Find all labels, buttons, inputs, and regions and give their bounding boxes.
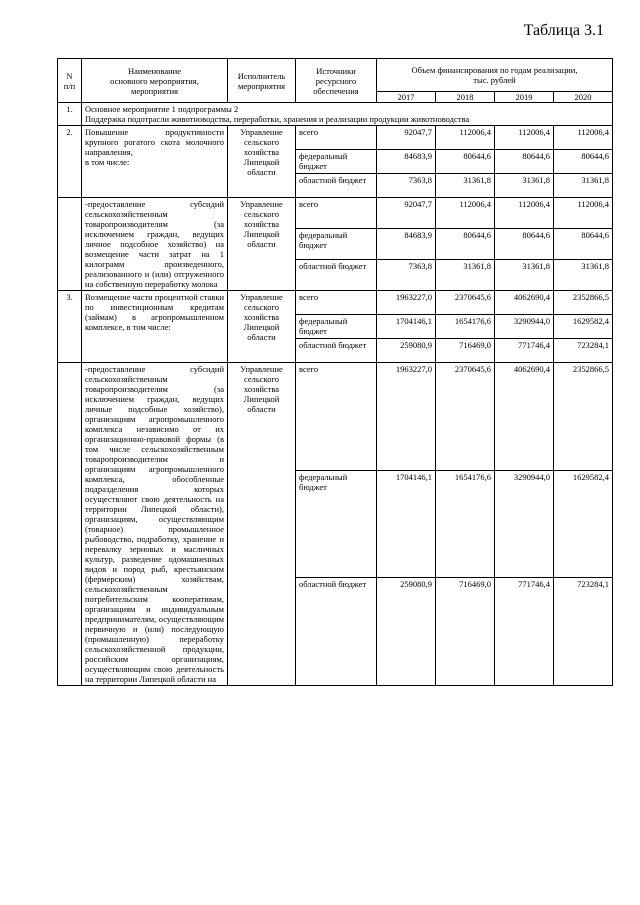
funding-value: 7363,8 <box>377 174 436 198</box>
funding-value: 31361,8 <box>554 260 613 291</box>
funding-value: 716469,0 <box>436 339 495 363</box>
funding-value: 84683,9 <box>377 150 436 174</box>
funding-value: 112006,4 <box>495 198 554 229</box>
header-funding: Объем финансирования по годам реализации, тыс. рублей <box>377 59 613 92</box>
activity-name: Повышение продуктивности крупного рогатого скота молочного направления, в том числе: <box>82 126 228 198</box>
funding-value: 31361,8 <box>495 260 554 291</box>
executor: Управление сельского хозяйства Липецкой области <box>228 126 296 198</box>
funding-value: 2370645,6 <box>436 291 495 315</box>
header-num: N п/п <box>58 59 82 103</box>
funding-value: 1629582,4 <box>554 315 613 339</box>
funding-value: 112006,4 <box>495 126 554 150</box>
funding-table <box>57 58 613 686</box>
funding-value: 2352866,5 <box>554 291 613 315</box>
row-number: 3. <box>58 291 82 363</box>
funding-value: 31361,8 <box>436 260 495 291</box>
funding-value: 92047,7 <box>377 198 436 229</box>
funding-source: всего <box>296 363 377 471</box>
header-year-2017: 2017 <box>377 92 436 103</box>
funding-value: 723284,1 <box>554 578 613 686</box>
funding-value: 31361,8 <box>495 174 554 198</box>
row-number: 1. <box>58 103 82 126</box>
table-row <box>58 363 613 471</box>
funding-value: 4062690,4 <box>495 291 554 315</box>
activity-name: Возмещение части процентной ставки по инвестиционным кредитам (займам) в агропромышленном комплексе, в том числе: <box>82 291 228 363</box>
funding-value: 259080,9 <box>377 578 436 686</box>
funding-value: 1704146,1 <box>377 315 436 339</box>
table-row <box>58 126 613 150</box>
funding-value: 112006,4 <box>436 126 495 150</box>
funding-value: 1963227,0 <box>377 291 436 315</box>
funding-value: 84683,9 <box>377 229 436 260</box>
funding-value: 80644,6 <box>436 229 495 260</box>
activity-name: -предоставление субсидий сельскохозяйственным товаропроизводителям (за исключением граждан, ведущих личное подсобное хозяйство) на возмещение части затрат на 1 килограмм произведенного, реализованного и (или) отгруженного на собственную переработку молока <box>82 198 228 291</box>
funding-source: федеральный бюджет <box>296 470 377 578</box>
funding-source: федеральный бюджет <box>296 150 377 174</box>
header-executor: Исполнитель мероприятия <box>228 59 296 103</box>
funding-source: федеральный бюджет <box>296 229 377 260</box>
funding-value: 716469,0 <box>436 578 495 686</box>
funding-value: 1704146,1 <box>377 470 436 578</box>
funding-value: 1629582,4 <box>554 470 613 578</box>
funding-source: всего <box>296 291 377 315</box>
funding-value: 1654176,6 <box>436 315 495 339</box>
funding-source: всего <box>296 126 377 150</box>
executor: Управление сельского хозяйства Липецкой области <box>228 291 296 363</box>
table-row <box>58 103 613 126</box>
funding-source: всего <box>296 198 377 229</box>
funding-value: 3290944,0 <box>495 470 554 578</box>
funding-value: 80644,6 <box>554 150 613 174</box>
funding-value: 31361,8 <box>554 174 613 198</box>
main-activity-title: Основное мероприятие 1 подпрограммы 2 <box>85 104 239 114</box>
funding-source: областной бюджет <box>296 578 377 686</box>
funding-value: 92047,7 <box>377 126 436 150</box>
funding-value: 112006,4 <box>554 198 613 229</box>
row-number <box>58 198 82 291</box>
funding-value: 771746,4 <box>495 578 554 686</box>
funding-value: 7363,8 <box>377 260 436 291</box>
funding-value: 80644,6 <box>495 150 554 174</box>
funding-source: областной бюджет <box>296 339 377 363</box>
funding-value: 112006,4 <box>436 198 495 229</box>
main-activity-subtitle: Поддержка подотрасли животноводства, переработки, хранения и реализации продукции животноводства <box>85 114 470 124</box>
header-year-2020: 2020 <box>554 92 613 103</box>
header-year-2019: 2019 <box>495 92 554 103</box>
funding-source: областной бюджет <box>296 260 377 291</box>
funding-value: 3290944,0 <box>495 315 554 339</box>
table-row <box>58 198 613 229</box>
funding-value: 80644,6 <box>554 229 613 260</box>
header-name: Наименование основного мероприятия, мероприятия <box>82 59 228 103</box>
funding-value: 771746,4 <box>495 339 554 363</box>
table-caption: Таблица 3.1 <box>523 22 604 39</box>
funding-value: 80644,6 <box>495 229 554 260</box>
funding-value: 1963227,0 <box>377 363 436 471</box>
main-activity-cell <box>82 103 613 126</box>
activity-name: -предоставление субсидий сельскохозяйственным товаропроизводителям (за исключением граждан, ведущих личные подсобные хозяйство), организациям агропромышленного комплекса независимо от их организационно-правовой формы (в том числе сельскохозяйственным товаропроизводителям и организациям агропромышленного комплекса, обособленные подразделения которых осуществляют свою деятельность на территории Липецкой области), организациям, осуществляющим (товарное) промышленное рыбоводство, подработку, хранение и перевалку зерновых и масличных культур, разведение одомашненных видов и пород рыб, крестьянским (фермерским) хозяйствам, сельскохозяйственным потребительским кооперативам, организациям и индивидуальным предпринимателям, осуществляющим первичную и (или) последующую (промышленную) переработку сельскохозяйственной продукции, российским организациям, осуществляющим свою деятельность на территории Липецкой области на <box>82 363 228 686</box>
funding-value: 31361,8 <box>436 174 495 198</box>
funding-value: 2352866,5 <box>554 363 613 471</box>
funding-value: 80644,6 <box>436 150 495 174</box>
funding-value: 4062690,4 <box>495 363 554 471</box>
funding-value: 723284,1 <box>554 339 613 363</box>
funding-value: 112006,4 <box>554 126 613 150</box>
table-row <box>58 291 613 315</box>
header-sources: Источники ресурсного обеспечения <box>296 59 377 103</box>
row-number <box>58 363 82 686</box>
executor: Управление сельского хозяйства Липецкой области <box>228 363 296 686</box>
funding-value: 2370645,6 <box>436 363 495 471</box>
funding-value: 259080,9 <box>377 339 436 363</box>
funding-source: федеральный бюджет <box>296 315 377 339</box>
funding-value: 1654176,6 <box>436 470 495 578</box>
funding-source: областной бюджет <box>296 174 377 198</box>
row-number: 2. <box>58 126 82 198</box>
header-year-2018: 2018 <box>436 92 495 103</box>
executor: Управление сельского хозяйства Липецкой области <box>228 198 296 291</box>
